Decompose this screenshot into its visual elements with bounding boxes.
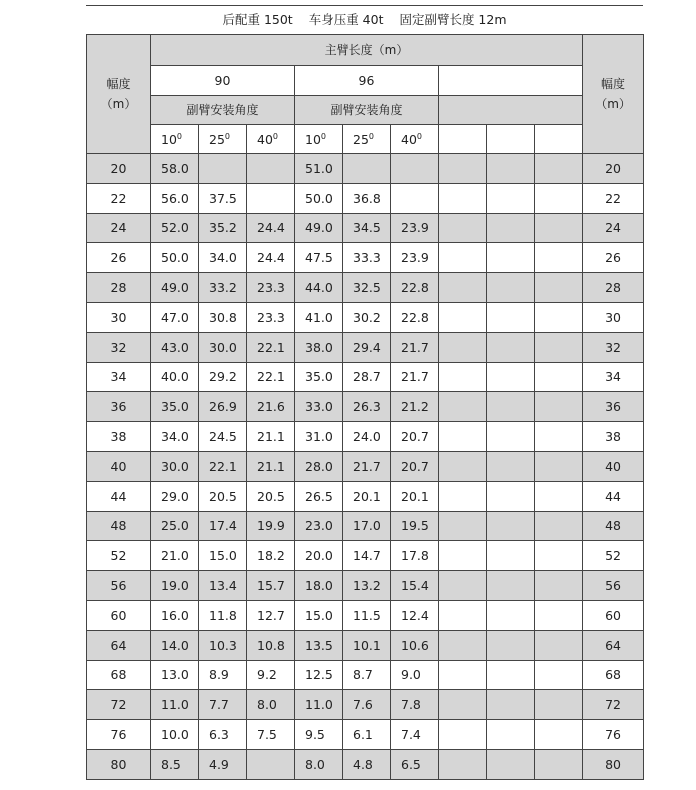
table-row [87,481,644,511]
load-cell: 20.1 [391,481,439,511]
empty-cell [487,720,535,750]
radius-cell: 34 [87,362,151,392]
empty-cell [439,690,487,720]
body-weight-label: 车身压重 40t [308,12,384,27]
table-row [87,720,644,750]
empty-cell [439,571,487,601]
table-row [87,660,644,690]
load-cell: 23.9 [391,243,439,273]
load-cell: 9.2 [247,660,295,690]
angle-header-empty [439,125,487,154]
radius-label: 幅度 [601,77,626,91]
empty-cell [487,183,535,213]
load-cell: 7.4 [391,720,439,750]
radius-cell: 80 [87,749,151,779]
load-cell: 49.0 [295,213,343,243]
load-cell: 13.0 [151,660,199,690]
load-cell: 11.8 [199,600,247,630]
load-cell: 20.5 [199,481,247,511]
load-cell: 19.5 [391,511,439,541]
empty-cell [439,273,487,303]
empty-cell [535,422,583,452]
main-boom-header: 主臂长度（m） [151,35,583,66]
empty-cell [439,720,487,750]
load-cell: 12.7 [247,600,295,630]
radius-header-right [583,35,644,154]
load-cell: 30.8 [199,302,247,332]
load-cell: 22.8 [391,302,439,332]
empty-cell [535,332,583,362]
radius-cell: 22 [87,183,151,213]
table-row [87,749,644,779]
radius-cell: 28 [87,273,151,303]
load-cell: 13.2 [343,571,391,601]
load-cell [343,154,391,184]
load-cell: 30.0 [199,332,247,362]
load-cell: 20.1 [343,481,391,511]
angle-header-cell: $40^0$ [391,125,439,154]
load-cell: 15.0 [199,541,247,571]
load-cell: 28.7 [343,362,391,392]
radius-cell: 32 [583,332,644,362]
load-cell: 19.9 [247,511,295,541]
load-cell: 15.7 [247,571,295,601]
load-cell: 18.2 [247,541,295,571]
radius-cell: 80 [583,749,644,779]
load-cell: 7.8 [391,690,439,720]
load-cell [199,154,247,184]
radius-cell: 28 [583,273,644,303]
empty-cell [439,213,487,243]
empty-cell [535,243,583,273]
load-cell: 8.5 [151,749,199,779]
load-cell: 35.0 [151,392,199,422]
load-cell: 6.3 [199,720,247,750]
load-cell: 32.5 [343,273,391,303]
table-title [86,5,643,33]
empty-cell [535,749,583,779]
counterweight-label: 后配重 150t [222,12,293,27]
load-cell: 25.0 [151,511,199,541]
load-cell: 26.3 [343,392,391,422]
empty-cell [535,302,583,332]
jib-angle-header-empty [439,96,583,125]
radius-cell: 64 [583,630,644,660]
load-cell: 15.0 [295,600,343,630]
load-cell: 17.8 [391,541,439,571]
load-cell: 50.0 [295,183,343,213]
radius-cell: 38 [583,422,644,452]
empty-cell [487,511,535,541]
load-cell: 14.7 [343,541,391,571]
angle-header-empty [535,125,583,154]
empty-cell [439,154,487,184]
empty-cell [487,660,535,690]
radius-cell: 56 [87,571,151,601]
empty-cell [535,720,583,750]
load-cell: 28.0 [295,451,343,481]
empty-cell [487,571,535,601]
load-cell: 34.5 [343,213,391,243]
empty-cell [487,422,535,452]
load-cell: 22.8 [391,273,439,303]
load-cell: 37.5 [199,183,247,213]
load-cell: 21.1 [247,451,295,481]
angle-header-cell: $25^0$ [343,125,391,154]
radius-cell: 44 [583,481,644,511]
empty-cell [535,541,583,571]
radius-cell: 40 [87,451,151,481]
load-cell: 29.4 [343,332,391,362]
radius-cell: 76 [87,720,151,750]
radius-cell: 36 [583,392,644,422]
angle-header-cell: $40^0$ [247,125,295,154]
radius-cell: 20 [87,154,151,184]
empty-cell [439,600,487,630]
empty-cell [487,362,535,392]
load-cell: 23.9 [391,213,439,243]
load-cell: 50.0 [151,243,199,273]
load-cell: 8.0 [247,690,295,720]
load-cell: 6.5 [391,749,439,779]
load-cell: 8.9 [199,660,247,690]
radius-cell: 30 [583,302,644,332]
empty-cell [439,332,487,362]
radius-unit: （m） [100,97,137,111]
empty-cell [487,154,535,184]
load-cell: 4.8 [343,749,391,779]
table-row [87,392,644,422]
radius-cell: 48 [87,511,151,541]
empty-cell [487,541,535,571]
table-row [87,690,644,720]
load-cell: 20.7 [391,422,439,452]
empty-cell [439,243,487,273]
load-cell: 10.8 [247,630,295,660]
empty-cell [535,511,583,541]
jib-angle-header-96: 副臂安装角度 [295,96,439,125]
empty-cell [487,749,535,779]
load-cell: 15.4 [391,571,439,601]
radius-label: 幅度 [106,77,131,91]
radius-cell: 60 [87,600,151,630]
load-cell: 21.0 [151,541,199,571]
load-cell: 29.0 [151,481,199,511]
radius-header-left [87,35,151,154]
empty-cell [535,213,583,243]
load-cell: 9.0 [391,660,439,690]
empty-cell [439,660,487,690]
load-cell: 30.2 [343,302,391,332]
table-row [87,183,644,213]
load-cell: 36.8 [343,183,391,213]
load-cell: 9.5 [295,720,343,750]
load-table [86,34,644,780]
empty-cell [535,451,583,481]
load-cell: 31.0 [295,422,343,452]
table-row [87,422,644,452]
radius-unit: （m） [595,97,631,111]
load-cell: 22.1 [247,362,295,392]
load-cell: 35.2 [199,213,247,243]
radius-cell: 44 [87,481,151,511]
load-cell: 21.7 [391,332,439,362]
load-cell: 52.0 [151,213,199,243]
load-cell: 33.2 [199,273,247,303]
load-cell: 4.9 [199,749,247,779]
radius-cell: 72 [583,690,644,720]
load-cell: 21.7 [343,451,391,481]
boom-length-96: 96 [295,66,439,96]
load-cell: 10.3 [199,630,247,660]
load-cell: 12.4 [391,600,439,630]
load-cell: 33.3 [343,243,391,273]
load-cell: 21.1 [247,422,295,452]
load-cell: 24.5 [199,422,247,452]
load-cell: 22.1 [199,451,247,481]
load-cell: 29.2 [199,362,247,392]
angle-header-cell: $10^0$ [151,125,199,154]
empty-cell [439,422,487,452]
empty-cell [535,660,583,690]
load-cell: 10.0 [151,720,199,750]
empty-cell [439,749,487,779]
load-cell: 38.0 [295,332,343,362]
load-cell: 11.0 [295,690,343,720]
table-row [87,571,644,601]
load-cell: 21.7 [391,362,439,392]
load-cell [247,154,295,184]
radius-cell: 26 [583,243,644,273]
load-cell: 47.5 [295,243,343,273]
load-cell: 16.0 [151,600,199,630]
table-row [87,154,644,184]
load-cell: 23.3 [247,273,295,303]
radius-cell: 52 [87,541,151,571]
radius-cell: 22 [583,183,644,213]
load-cell: 34.0 [199,243,247,273]
table-row [87,451,644,481]
radius-cell: 52 [583,541,644,571]
angle-header-empty [487,125,535,154]
empty-cell [535,392,583,422]
boom-length-empty [439,66,583,96]
load-cell: 8.0 [295,749,343,779]
radius-cell: 60 [583,600,644,630]
load-cell: 41.0 [295,302,343,332]
table-row [87,630,644,660]
load-cell [391,183,439,213]
angle-row [87,125,644,154]
empty-cell [439,362,487,392]
empty-cell [535,362,583,392]
load-cell: 34.0 [151,422,199,452]
empty-cell [487,302,535,332]
angle-header-cell: $10^0$ [295,125,343,154]
boom-length-90: 90 [151,66,295,96]
empty-cell [487,690,535,720]
empty-cell [535,481,583,511]
load-cell: 30.0 [151,451,199,481]
empty-cell [487,392,535,422]
load-cell: 26.5 [295,481,343,511]
empty-cell [487,630,535,660]
radius-cell: 32 [87,332,151,362]
table-row [87,243,644,273]
load-cell: 44.0 [295,273,343,303]
empty-cell [535,183,583,213]
radius-cell: 68 [583,660,644,690]
radius-cell: 56 [583,571,644,601]
empty-cell [439,302,487,332]
empty-cell [535,154,583,184]
table-row [87,332,644,362]
empty-cell [535,630,583,660]
table-row [87,600,644,630]
load-cell: 56.0 [151,183,199,213]
radius-cell: 64 [87,630,151,660]
load-cell: 13.5 [295,630,343,660]
load-cell: 17.0 [343,511,391,541]
empty-cell [487,481,535,511]
load-cell: 19.0 [151,571,199,601]
radius-cell: 38 [87,422,151,452]
load-cell: 24.4 [247,243,295,273]
radius-cell: 68 [87,660,151,690]
load-cell: 47.0 [151,302,199,332]
load-cell: 18.0 [295,571,343,601]
load-cell: 21.6 [247,392,295,422]
empty-cell [487,243,535,273]
load-cell: 7.6 [343,690,391,720]
empty-cell [535,273,583,303]
load-cell: 23.3 [247,302,295,332]
empty-cell [535,690,583,720]
jib-angle-header-90: 副臂安装角度 [151,96,295,125]
load-cell: 40.0 [151,362,199,392]
radius-cell: 36 [87,392,151,422]
radius-cell: 24 [87,213,151,243]
radius-cell: 20 [583,154,644,184]
load-cell [247,749,295,779]
empty-cell [487,213,535,243]
empty-cell [487,273,535,303]
load-cell: 6.1 [343,720,391,750]
empty-cell [439,630,487,660]
empty-cell [439,392,487,422]
table-row [87,541,644,571]
table-row [87,302,644,332]
load-cell: 23.0 [295,511,343,541]
load-cell: 11.0 [151,690,199,720]
table-row [87,213,644,243]
load-cell: 14.0 [151,630,199,660]
load-cell: 26.9 [199,392,247,422]
load-cell: 8.7 [343,660,391,690]
radius-cell: 72 [87,690,151,720]
load-cell: 11.5 [343,600,391,630]
load-cell: 51.0 [295,154,343,184]
load-cell: 20.0 [295,541,343,571]
empty-cell [487,332,535,362]
empty-cell [535,571,583,601]
load-cell: 21.2 [391,392,439,422]
load-cell: 17.4 [199,511,247,541]
radius-cell: 30 [87,302,151,332]
load-cell: 33.0 [295,392,343,422]
radius-cell: 34 [583,362,644,392]
load-cell: 58.0 [151,154,199,184]
load-cell: 24.4 [247,213,295,243]
load-cell [247,183,295,213]
empty-cell [439,183,487,213]
empty-cell [439,451,487,481]
empty-cell [439,541,487,571]
load-cell: 10.6 [391,630,439,660]
load-cell: 43.0 [151,332,199,362]
table-row [87,273,644,303]
load-cell: 24.0 [343,422,391,452]
load-cell: 7.5 [247,720,295,750]
table-row [87,511,644,541]
load-cell: 13.4 [199,571,247,601]
empty-cell [487,600,535,630]
radius-cell: 40 [583,451,644,481]
radius-cell: 48 [583,511,644,541]
load-cell: 22.1 [247,332,295,362]
empty-cell [535,600,583,630]
empty-cell [439,481,487,511]
load-cell: 12.5 [295,660,343,690]
load-cell [391,154,439,184]
empty-cell [487,451,535,481]
radius-cell: 76 [583,720,644,750]
load-cell: 49.0 [151,273,199,303]
load-cell: 7.7 [199,690,247,720]
radius-cell: 24 [583,213,644,243]
table-row [87,362,644,392]
angle-header-cell: $25^0$ [199,125,247,154]
empty-cell [439,511,487,541]
jib-length-label: 固定副臂长度 12m [399,12,507,27]
load-cell: 35.0 [295,362,343,392]
load-cell: 10.1 [343,630,391,660]
load-cell: 20.5 [247,481,295,511]
radius-cell: 26 [87,243,151,273]
load-cell: 20.7 [391,451,439,481]
